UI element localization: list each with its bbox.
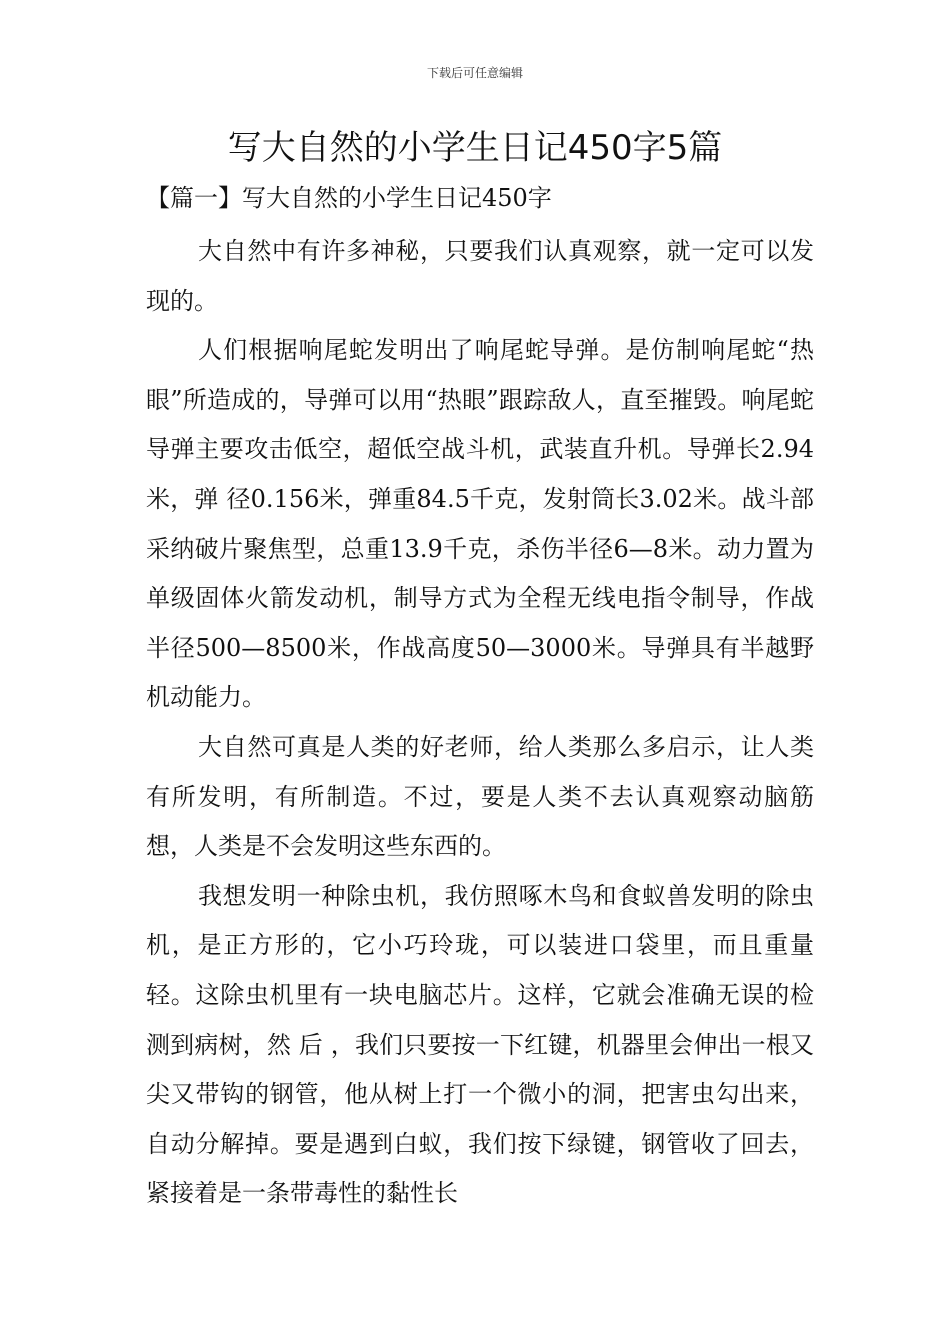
header-note: 下载后可任意编辑 (426, 66, 523, 80)
paragraph-1: 大自然中有许多神秘，只要我们认真观察，就一定可以发现的。 (146, 237, 814, 315)
body-text (146, 227, 814, 1219)
paragraph-2: 人们根据响尾蛇发明出了响尾蛇导弹。是仿制响尾蛇“热眼”所造成的，导弹可以用“热眼”跟踪敌人，直至摧毁。响尾蛇导弹主要攻击低空，超低空战斗机，武装直升机。导弹长2.94米，弹 径0.156米，弹重84.5千克，发射筒长3.02米。战斗部采纳破片聚焦型，总重13.9千克，杀伤半径6—8米。动力置为单级固体火箭发动机，制导方式为全程无线电指令制导，作战半径500—8500米，作战高度50—3000米。导弹具有半越野机动能力。 (146, 336, 814, 712)
paragraph-4: 我想发明一种除虫机，我仿照啄木鸟和食蚁兽发明的除虫机，是正方形的，它小巧玲珑，可以装进口袋里，而且重量轻。这除虫机里有一块电脑芯片。这样，它就会准确无误的检测到病树，然 后 ，我们只要按一下红键，机器里会伸出一根又尖又带钩的钢管，他从树上打一个微小的洞，把害虫勾出来，自动分解掉。要是遇到白蚁，我们按下绿键，钢管收了回去，紧接着是一条带毒性的黏性长 (146, 881, 814, 1208)
section-heading: 【篇一】写大自然的小学生日记450字 (146, 184, 552, 212)
document-title: 写大自然的小学生日记450字5篇 (227, 128, 723, 168)
paragraph-3: 大自然可真是人类的好老师，给人类那么多启示，让人类有所发明，有所制造。不过，要是人类不去认真观察动脑筋想，人类是不会发明这些东西的。 (146, 732, 814, 861)
